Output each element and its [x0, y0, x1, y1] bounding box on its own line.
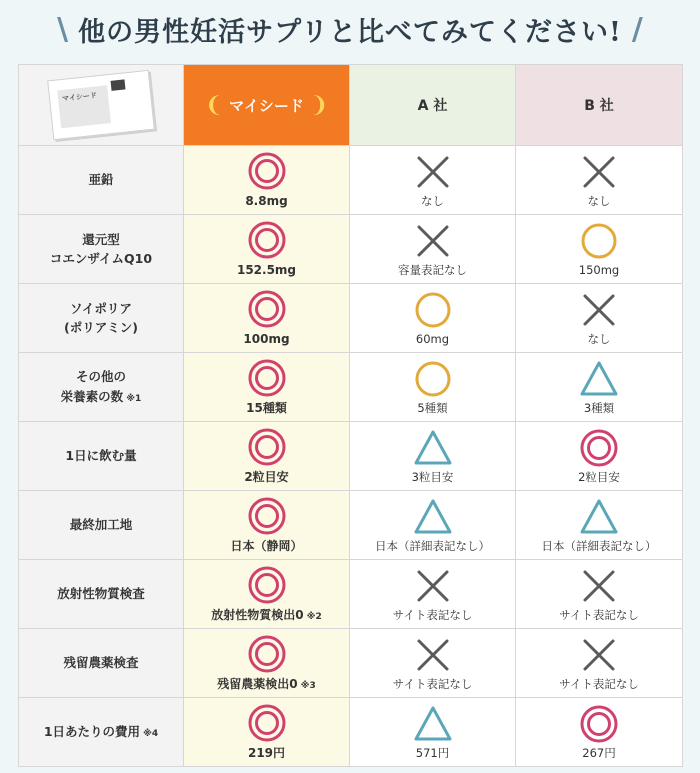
row-label	[19, 146, 184, 215]
cell-value	[184, 401, 349, 415]
row-label-footnote: ※4	[140, 729, 159, 740]
cell-a	[350, 284, 516, 353]
cell-mine	[184, 215, 350, 284]
cell-b	[516, 146, 683, 215]
title-text: 他の男性妊活サプリと比べてみてください!	[78, 16, 622, 48]
row-label	[19, 629, 184, 698]
cell-value	[516, 747, 682, 761]
row-label-footnote: ※1	[123, 393, 142, 404]
cell-a	[350, 353, 516, 422]
cross-icon	[579, 152, 619, 192]
cell-value-text: 60mg	[415, 331, 450, 346]
triangle-icon	[413, 704, 453, 744]
double-circle-icon	[247, 565, 287, 605]
cell-value-text: 容量表記なし	[398, 262, 467, 277]
double-circle-icon	[247, 634, 287, 674]
cell-value-text: なし	[587, 193, 611, 208]
cell-value-text: 残留農薬検出0	[217, 677, 298, 692]
cell-value-text: 3粒目安	[411, 469, 454, 484]
cross-icon	[579, 635, 619, 675]
cell-value-text: 2粒目安	[578, 469, 620, 484]
circle-icon	[413, 290, 453, 330]
cell-value	[184, 677, 349, 692]
cell-value-text: サイト表記なし	[559, 676, 639, 691]
row-label	[19, 422, 184, 491]
cell-value	[516, 333, 682, 347]
row-label-line: コエンザイムQ10	[49, 251, 153, 266]
cell-value	[350, 540, 515, 554]
table-row	[19, 629, 683, 698]
cell-value	[350, 333, 515, 347]
double-circle-icon	[579, 704, 619, 744]
cell-value-text: 15種類	[246, 401, 287, 416]
cell-value-text: なし	[421, 193, 444, 208]
cell-value-text: 日本（詳細表記なし）	[541, 538, 657, 553]
cell-mine	[184, 491, 350, 560]
product-package-image	[47, 70, 155, 140]
cell-value	[184, 539, 349, 553]
product-image-cell	[19, 65, 184, 146]
row-label-line: 亜鉛	[88, 172, 114, 188]
cell-b	[516, 698, 683, 767]
cell-value	[184, 332, 349, 346]
cell-mine	[184, 560, 350, 629]
cell-value-text: 3種類	[583, 400, 615, 415]
cell-footnote: ※3	[297, 681, 316, 692]
cell-b	[516, 215, 683, 284]
table-row	[19, 491, 683, 560]
cell-mine	[184, 284, 350, 353]
table-row	[19, 284, 683, 353]
table-row	[19, 146, 683, 215]
cell-value	[350, 609, 515, 623]
cell-value	[516, 540, 682, 554]
cell-mine	[184, 629, 350, 698]
cross-icon	[413, 566, 453, 606]
row-label	[19, 215, 184, 284]
cell-b	[516, 422, 683, 491]
cell-value-text: 2粒目安	[244, 470, 289, 485]
column-header-b: B 社	[516, 65, 683, 146]
cell-value	[184, 608, 349, 623]
circle-icon	[579, 221, 619, 261]
row-label-line: 1日あたりの費用	[43, 724, 141, 740]
cell-value	[516, 264, 682, 278]
row-label	[19, 353, 184, 422]
cell-value-text: なし	[587, 331, 611, 346]
cell-value-text: 8.8mg	[245, 194, 288, 209]
table-row	[19, 698, 683, 767]
row-label	[19, 560, 184, 629]
cell-value	[184, 194, 349, 208]
cell-value-text: 100mg	[243, 332, 290, 347]
double-circle-icon	[247, 151, 287, 191]
cell-value	[350, 471, 515, 485]
column-header-mine	[184, 65, 350, 146]
laurel-right-icon: ❩	[309, 92, 329, 118]
cell-value	[350, 264, 515, 278]
cell-value-text: サイト表記なし	[559, 607, 639, 622]
triangle-icon	[413, 428, 453, 468]
cell-b	[516, 629, 683, 698]
cell-a	[350, 491, 516, 560]
cell-value	[516, 402, 682, 416]
cell-value-text: 日本（静岡）	[230, 539, 303, 554]
cell-value-text: 219円	[247, 746, 286, 761]
cross-icon	[413, 152, 453, 192]
cell-value-text: 152.5mg	[236, 263, 297, 278]
double-circle-icon	[247, 289, 287, 329]
cell-value	[516, 471, 682, 485]
title-slash-left: \	[57, 11, 69, 47]
triangle-icon	[413, 497, 453, 537]
cell-value	[184, 263, 349, 277]
cross-icon	[413, 221, 453, 261]
row-label-line: 1日に飲む量	[65, 448, 137, 464]
column-header-a: A 社	[350, 65, 516, 146]
page-title	[0, 0, 700, 58]
cell-value	[350, 402, 515, 416]
row-label-line: 栄養素の数	[60, 388, 124, 404]
cell-a	[350, 629, 516, 698]
cell-a	[350, 698, 516, 767]
row-label-line: 還元型	[82, 231, 120, 247]
row-label	[19, 698, 184, 767]
cell-value-text: サイト表記なし	[392, 607, 473, 622]
cell-value	[516, 195, 682, 209]
cell-value	[184, 746, 349, 760]
cell-mine	[184, 146, 350, 215]
triangle-icon	[579, 497, 619, 537]
cell-a	[350, 560, 516, 629]
cross-icon	[579, 566, 619, 606]
cell-value	[516, 678, 682, 692]
double-circle-icon	[247, 220, 287, 260]
table-row	[19, 353, 683, 422]
circle-icon	[413, 359, 453, 399]
cell-value	[350, 747, 515, 761]
double-circle-icon	[247, 703, 287, 743]
table-row	[19, 215, 683, 284]
cell-a	[350, 215, 516, 284]
row-label-line: (ポリアミン)	[64, 320, 138, 335]
header-row	[19, 65, 683, 146]
double-circle-icon	[247, 358, 287, 398]
row-label-line: ソイポリア	[70, 300, 132, 316]
row-label-line: 残留農薬検査	[63, 655, 139, 671]
cell-value	[350, 678, 515, 692]
cell-b	[516, 560, 683, 629]
cell-value-text: 日本（詳細表記なし）	[375, 538, 490, 553]
laurel-left-icon: ❨	[204, 92, 224, 118]
cell-value-text: 571円	[415, 745, 450, 760]
row-label-line: 放射性物質検査	[57, 586, 145, 602]
cell-value-text: 267円	[582, 745, 616, 760]
row-label-line: その他の	[75, 369, 126, 385]
cell-value	[184, 470, 349, 484]
triangle-icon	[579, 359, 619, 399]
cell-value-text: サイト表記なし	[392, 676, 473, 691]
cell-a	[350, 146, 516, 215]
row-label	[19, 491, 184, 560]
cross-icon	[413, 635, 453, 675]
cell-value-text: 150mg	[578, 262, 620, 277]
row-label	[19, 284, 184, 353]
cell-mine	[184, 698, 350, 767]
cell-mine	[184, 353, 350, 422]
package-label: マイシード	[61, 91, 98, 104]
double-circle-icon	[247, 496, 287, 536]
double-circle-icon	[247, 427, 287, 467]
double-circle-icon	[579, 428, 619, 468]
comparison-table	[18, 64, 683, 767]
cell-b	[516, 353, 683, 422]
cell-b	[516, 284, 683, 353]
column-header-mine-label: マイシード	[229, 96, 304, 115]
cell-value	[350, 195, 515, 209]
cross-icon	[579, 290, 619, 330]
table-row	[19, 422, 683, 491]
cell-value-text: 5種類	[417, 400, 448, 415]
row-label-line: 最終加工地	[69, 517, 133, 533]
cell-b	[516, 491, 683, 560]
cell-footnote: ※2	[303, 612, 322, 623]
title-slash-right: /	[631, 11, 643, 47]
cell-a	[350, 422, 516, 491]
cell-mine	[184, 422, 350, 491]
cell-value	[516, 609, 682, 623]
cell-value-text: 放射性物質検出0	[211, 608, 304, 623]
table-row	[19, 560, 683, 629]
